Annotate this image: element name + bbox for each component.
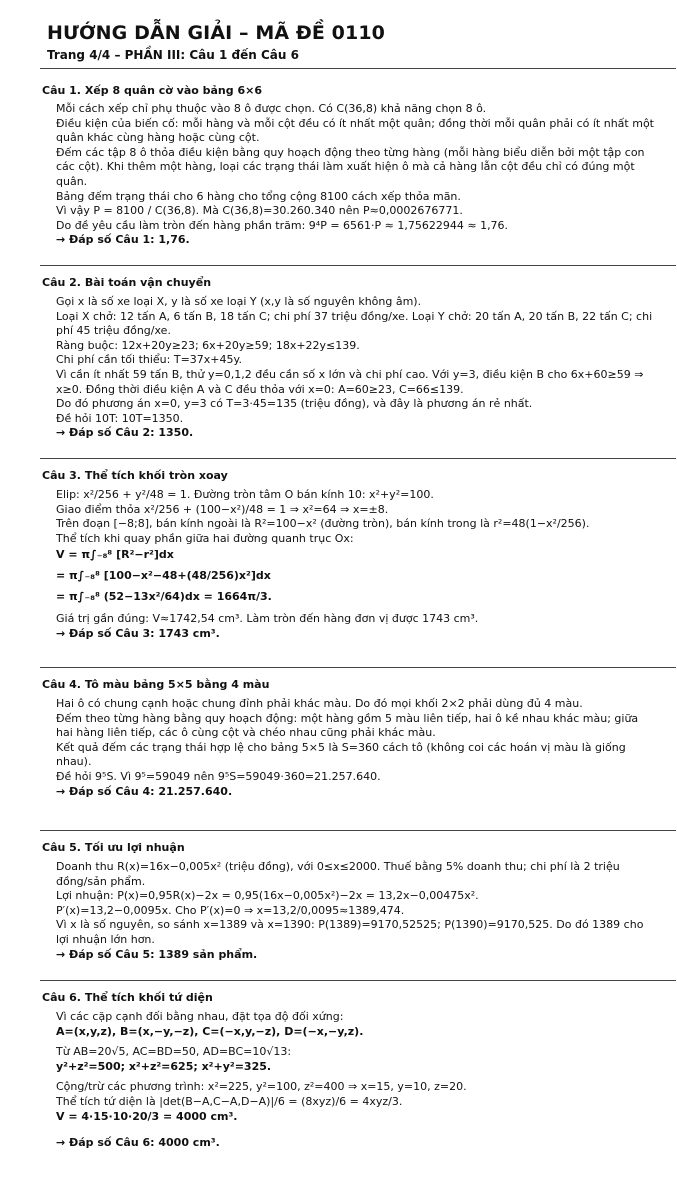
answer-line: → Đáp số Câu 4: 21.257.640. — [56, 784, 233, 798]
page-title: HƯỚNG DẪN GIẢI – MÃ ĐỀ 0110 — [47, 22, 385, 44]
text-line: Vì vậy P = 8100 / C(36,8). Mà C(36,8)=30.260.340 nên P≈0,0002676771. — [56, 204, 463, 218]
text-line: Chi phí cần tối thiểu: T=37x+45y. — [56, 353, 242, 367]
text-line: Thể tích khi quay phần giữa hai đường quanh trục Ox: — [56, 531, 354, 545]
question-6-title: Câu 6. Thể tích khối tứ diện — [42, 991, 213, 1004]
question-3-body — [56, 488, 656, 641]
text-line: Từ AB=20√5, AC=BD=50, AD=BC=10√13: — [56, 1045, 292, 1059]
text-line: Vì cần ít nhất 59 tấn B, thử y=0,1,2 đều cần số x lớn và chi phí cao. Với y=3, điều kiện B cho 6x+60≥59 ⇒ x≥0. Đồng thời điều kiện A và C đều thỏa với x=0: A=60≥23, C=66≤139. — [56, 367, 644, 396]
answer-line: → Đáp số Câu 6: 4000 cm³. — [56, 1136, 220, 1150]
text-line: Giao điểm thỏa x²/256 + (100−x²)/48 = 1 ⇒ x²=64 ⇒ x=±8. — [56, 502, 389, 516]
question-2-title: Câu 2. Bài toán vận chuyển — [42, 276, 212, 289]
text-line: Doanh thu R(x)=16x−0,005x² (triệu đồng), với 0≤x≤2000. Thuế bằng 5% doanh thu; chi phí là 2 triệu đồng/sản phẩm. — [56, 860, 620, 888]
text-line: Ràng buộc: 12x+20y≥23; 6x+20y≥59; 18x+22y≤139. — [56, 338, 360, 352]
text-line: Giá trị gần đúng: V≈1742,54 cm³. Làm tròn đến hàng đơn vị được 1743 cm³. — [56, 612, 479, 626]
question-3-title: Câu 3. Thể tích khối tròn xoay — [42, 469, 228, 482]
question-5-body — [56, 860, 656, 962]
text-line: Vì x là số nguyên, so sánh x=1389 và x=1390: P(1389)=9170,52525; P(1390)=9170,525. Do đó 1389 cho lợi nhuận lớn hơn. — [56, 918, 644, 946]
divider — [40, 265, 676, 266]
text-line: Vì các cặp cạnh đối bằng nhau, đặt tọa độ đối xứng: — [56, 1010, 344, 1023]
formula-line: V = π∫₋₈⁸ [R²−r²]dx — [56, 548, 174, 562]
text-line: Đề hỏi 9⁵S. Vì 9⁵=59049 nên 9⁵S=59049·360=21.257.640. — [56, 769, 381, 783]
text-line: Trên đoạn [−8;8], bán kính ngoài là R²=100−x² (đường tròn), bán kính trong là r²=48(1−x²/256). — [56, 517, 590, 531]
text-line: Loại X chở: 12 tấn A, 6 tấn B, 18 tấn C; chi phí 37 triệu đồng/xe. Loại Y chở: 20 tấn A, 20 tấn B, 22 tấn C; chi phí 45 triệu đồng/xe. — [56, 309, 653, 338]
text-line: Cộng/trừ các phương trình: x²=225, y²=100, z²=400 ⇒ x=15, y=10, z=20. — [56, 1080, 467, 1094]
text-line: Đề hỏi 10T: 10T=1350. — [56, 411, 184, 425]
question-6-body — [56, 1010, 656, 1151]
text-line: Do đó phương án x=0, y=3 có T=3·45=135 (triệu đồng), và đây là phương án rẻ nhất. — [56, 397, 533, 411]
text-line: Đếm các tập 8 ô thỏa điều kiện bằng quy hoạch động theo từng hàng (mỗi hàng biểu diễn bởi một tập con các cột). Khi thêm một hàng, loại các trạng thái làm xuất hiện ô mà cả hàng lẫn cột đều chỉ có đúng một quân. — [56, 145, 645, 188]
text-line: Điều kiện của biến cố: mỗi hàng và mỗi cột đều có ít nhất một quân; đồng thời mỗi quân phải có ít nhất một quân khác cùng hàng hoặc cùng cột. — [56, 116, 654, 145]
formula-line: = π∫₋₈⁸ [100−x²−48+(48/256)x²]dx — [56, 568, 271, 582]
text-line: Elip: x²/256 + y²/48 = 1. Đường tròn tâm O bán kính 10: x²+y²=100. — [56, 488, 434, 501]
text-line: Kết quả đếm các trạng thái hợp lệ cho bảng 5×5 là S=360 cách tô (không coi các hoán vị màu là giống nhau). — [56, 740, 626, 769]
answer-line: → Đáp số Câu 2: 1350. — [56, 426, 194, 440]
text-line: Lợi nhuận: P(x)=0,95R(x)−2x = 0,95(16x−0,005x²)−2x = 13,2x−0,00475x². — [56, 889, 479, 903]
question-1-body — [56, 102, 656, 248]
answer-line: → Đáp số Câu 5: 1389 sản phẩm. — [56, 947, 258, 961]
divider — [40, 667, 676, 668]
text-line: Bảng đếm trạng thái cho 6 hàng cho tổng cộng 8100 cách xếp thỏa mãn. — [56, 189, 461, 203]
answer-line: → Đáp số Câu 1: 1,76. — [56, 233, 190, 247]
question-5-title: Câu 5. Tối ưu lợi nhuận — [42, 841, 185, 854]
formula-line: V = 4·15·10·20/3 = 4000 cm³. — [56, 1109, 238, 1123]
text-line: P′(x)=13,2−0,0095x. Cho P′(x)=0 ⇒ x=13,2/0,0095≈1389,474. — [56, 903, 405, 917]
text-line: Mỗi cách xếp chỉ phụ thuộc vào 8 ô được chọn. Có C(36,8) khả năng chọn 8 ô. — [56, 102, 487, 115]
text-line: Thể tích tứ diện là |det(B−A,C−A,D−A)|/6 = (8xyz)/6 = 4xyz/3. — [56, 1094, 403, 1108]
text-line: Đếm theo từng hàng bằng quy hoạch động: một hàng gồm 5 màu liên tiếp, hai ô kề nhau khác màu; giữa hai hàng liên tiếp, các ô cùng cột và chéo nhau cũng phải khác màu. — [56, 711, 639, 740]
divider — [40, 68, 676, 69]
divider — [40, 980, 676, 981]
question-1-title: Câu 1. Xếp 8 quân cờ vào bảng 6×6 — [42, 84, 262, 97]
question-2-body — [56, 295, 656, 441]
text-line: Do đề yêu cầu làm tròn đến hàng phần trăm: 9⁴P = 6561·P ≈ 1,75622944 ≈ 1,76. — [56, 218, 509, 232]
question-4-body — [56, 697, 656, 799]
text-line: Gọi x là số xe loại X, y là số xe loại Y (x,y là số nguyên không âm). — [56, 295, 422, 308]
formula-line: A=(x,y,z), B=(x,−y,−z), C=(−x,y,−z), D=(−x,−y,z). — [56, 1024, 364, 1038]
answer-line: → Đáp số Câu 3: 1743 cm³. — [56, 626, 220, 640]
formula-line: y²+z²=500; x²+z²=625; x²+y²=325. — [56, 1059, 272, 1073]
page-subtitle: Trang 4/4 – PHẦN III: Câu 1 đến Câu 6 — [47, 48, 299, 62]
question-4-title: Câu 4. Tô màu bảng 5×5 bằng 4 màu — [42, 678, 270, 691]
formula-line: = π∫₋₈⁸ (52−13x²/64)dx = 1664π/3. — [56, 589, 272, 603]
divider — [40, 458, 676, 459]
text-line: Hai ô có chung cạnh hoặc chung đỉnh phải khác màu. Do đó mọi khối 2×2 phải dùng đủ 4 màu. — [56, 697, 583, 710]
divider — [40, 830, 676, 831]
